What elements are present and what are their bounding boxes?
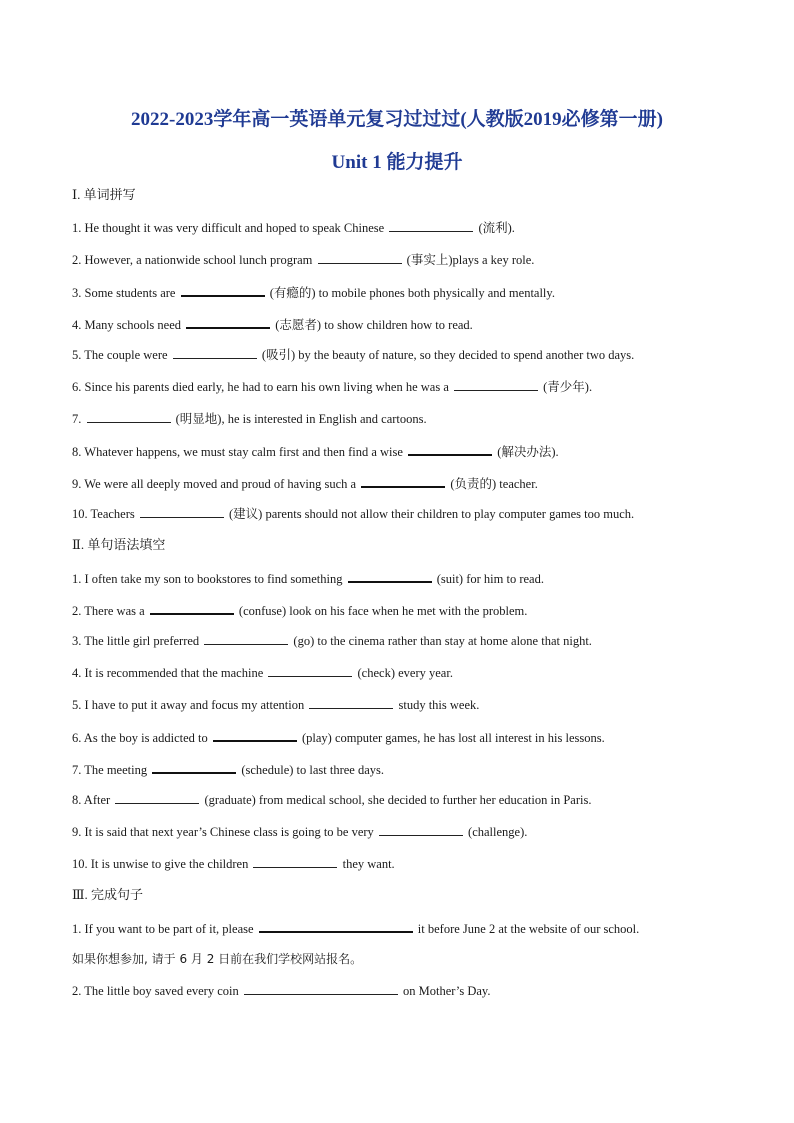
question-item: 9. It is said that next year’s Chinese class is going to be very (challenge). bbox=[72, 825, 528, 839]
answer-blank[interactable] bbox=[150, 601, 234, 615]
answer-blank[interactable] bbox=[213, 728, 297, 742]
question-item: 3. The little girl preferred (go) to the cinema rather than stay at home alone that night. bbox=[72, 634, 592, 648]
question-item: 8. Whatever happens, we must stay calm first and then find a wise (解决办法). bbox=[72, 442, 559, 460]
answer-blank[interactable] bbox=[309, 696, 393, 709]
question-item: 4. It is recommended that the machine (check) every year. bbox=[72, 666, 453, 680]
answer-blank[interactable] bbox=[454, 378, 538, 391]
translation-line: 如果你想参加, 请于 6 月 2 日前在我们学校网站报名。 bbox=[72, 952, 363, 966]
answer-blank[interactable] bbox=[186, 315, 270, 329]
answer-blank[interactable] bbox=[259, 919, 413, 933]
question-item: 3. Some students are (有瘾的) to mobile phones both physically and mentally. bbox=[72, 283, 555, 301]
answer-blank[interactable] bbox=[361, 474, 445, 488]
answer-blank[interactable] bbox=[379, 823, 463, 836]
question-item: 10. Teachers (建议) parents should not allow their children to play computer games too much. bbox=[72, 507, 635, 521]
question-item: 1. He thought it was very difficult and hoped to speak Chinese (流利). bbox=[72, 221, 515, 235]
answer-blank[interactable] bbox=[152, 760, 236, 774]
answer-blank[interactable] bbox=[204, 632, 288, 645]
question-item: 8. After (graduate) from medical school, she decided to further her education in Paris. bbox=[72, 793, 592, 807]
answer-blank[interactable] bbox=[244, 982, 398, 995]
question-item: 1. If you want to be part of it, please it before June 2 at the website of our school. bbox=[72, 919, 639, 937]
question-item: 6. Since his parents died early, he had to earn his own living when he was a (青少年). bbox=[72, 380, 593, 394]
section-3-heading: Ⅲ. 完成句子 bbox=[72, 887, 144, 902]
answer-blank[interactable] bbox=[140, 505, 224, 518]
answer-blank[interactable] bbox=[181, 283, 265, 297]
question-item: 2. However, a nationwide school lunch program (事实上)plays a key role. bbox=[72, 253, 535, 267]
question-item: 1. I often take my son to bookstores to find something (suit) for him to read. bbox=[72, 569, 544, 587]
question-item: 5. I have to put it away and focus my attention study this week. bbox=[72, 698, 480, 712]
unit-subtitle: Unit 1 能力提升 bbox=[331, 152, 463, 173]
question-item: 7. The meeting (schedule) to last three days. bbox=[72, 760, 384, 778]
question-item: 4. Many schools need (志愿者) to show children how to read. bbox=[72, 315, 473, 333]
question-item: 7. (明显地), he is interested in English and cartoons. bbox=[72, 412, 427, 426]
answer-blank[interactable] bbox=[268, 664, 352, 677]
question-item: 6. As the boy is addicted to (play) computer games, he has lost all interest in his lessons. bbox=[72, 728, 605, 746]
answer-blank[interactable] bbox=[408, 442, 492, 456]
answer-blank[interactable] bbox=[348, 569, 432, 583]
section-2-heading: Ⅱ. 单句语法填空 bbox=[72, 537, 166, 552]
answer-blank[interactable] bbox=[389, 219, 473, 232]
answer-blank[interactable] bbox=[253, 855, 337, 868]
section-1-heading: Ⅰ. 单词拼写 bbox=[72, 187, 136, 202]
question-item: 5. The couple were (吸引) by the beauty of nature, so they decided to spend another two days. bbox=[72, 348, 635, 362]
document-title: 2022-2023学年高一英语单元复习过过过(人教版2019必修第一册) bbox=[131, 109, 663, 130]
question-item: 9. We were all deeply moved and proud of having such a (负责的) teacher. bbox=[72, 474, 538, 492]
answer-blank[interactable] bbox=[115, 791, 199, 804]
question-item: 2. There was a (confuse) look on his face when he met with the problem. bbox=[72, 601, 527, 619]
answer-blank[interactable] bbox=[173, 346, 257, 359]
answer-blank[interactable] bbox=[87, 410, 171, 423]
answer-blank[interactable] bbox=[318, 251, 402, 264]
question-item: 2. The little boy saved every coin on Mother’s Day. bbox=[72, 984, 491, 998]
question-item: 10. It is unwise to give the children they want. bbox=[72, 857, 395, 871]
